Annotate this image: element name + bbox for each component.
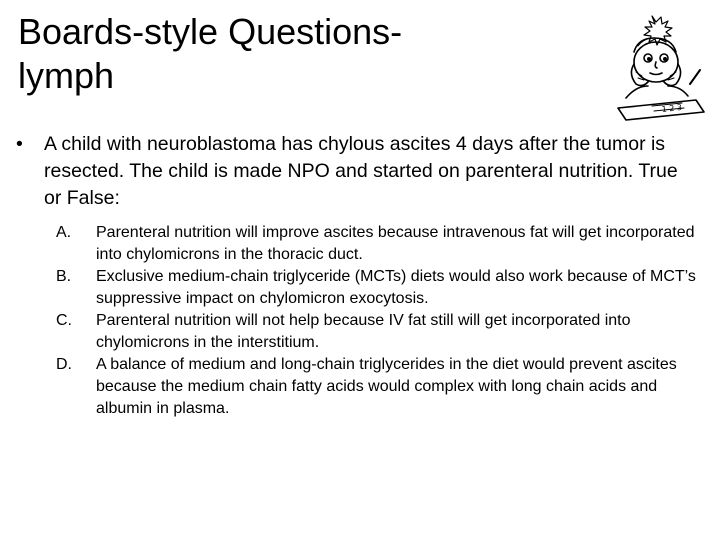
answer-option-d (46, 354, 706, 420)
answer-option-b (46, 266, 706, 310)
option-text: Parenteral nutrition will not help because IV fat still will get incorporated into chylomicrons in the interstitium. (96, 312, 631, 351)
answer-option-c (46, 310, 706, 354)
option-letter: C. (56, 312, 72, 329)
option-text: Exclusive medium-chain triglyceride (MCTs) diets would also work because of MCT’s suppressive impact on chylomicron exocytosis. (96, 268, 696, 307)
question-text: A child with neuroblastoma has chylous ascites 4 days after the tumor is resected. The child is made NPO and started on parenteral nutrition. True or False: (44, 133, 678, 209)
slide-title-line-2: lymph (18, 55, 115, 96)
question-bullet: • (16, 133, 23, 155)
option-text: A balance of medium and long-chain triglycerides in the diet would prevent ascites because the medium chain fatty acids would complex with long chain acids and albumin in plasma. (96, 356, 677, 417)
slide-title (18, 10, 578, 98)
slide-title-line-1: Boards-style Questions- (18, 11, 403, 52)
question (16, 131, 696, 212)
svg-text:1 2 3: 1 2 3 (661, 102, 683, 114)
student-thinking-icon (612, 12, 708, 124)
answer-options (46, 222, 706, 420)
answer-option-a (46, 222, 706, 266)
option-letter: A. (56, 224, 72, 241)
option-letter: D. (56, 356, 72, 373)
option-letter: B. (56, 268, 72, 285)
option-text: Parenteral nutrition will improve ascites because intravenous fat will get incorporated into chylomicrons in the thoracic duct. (96, 224, 695, 263)
